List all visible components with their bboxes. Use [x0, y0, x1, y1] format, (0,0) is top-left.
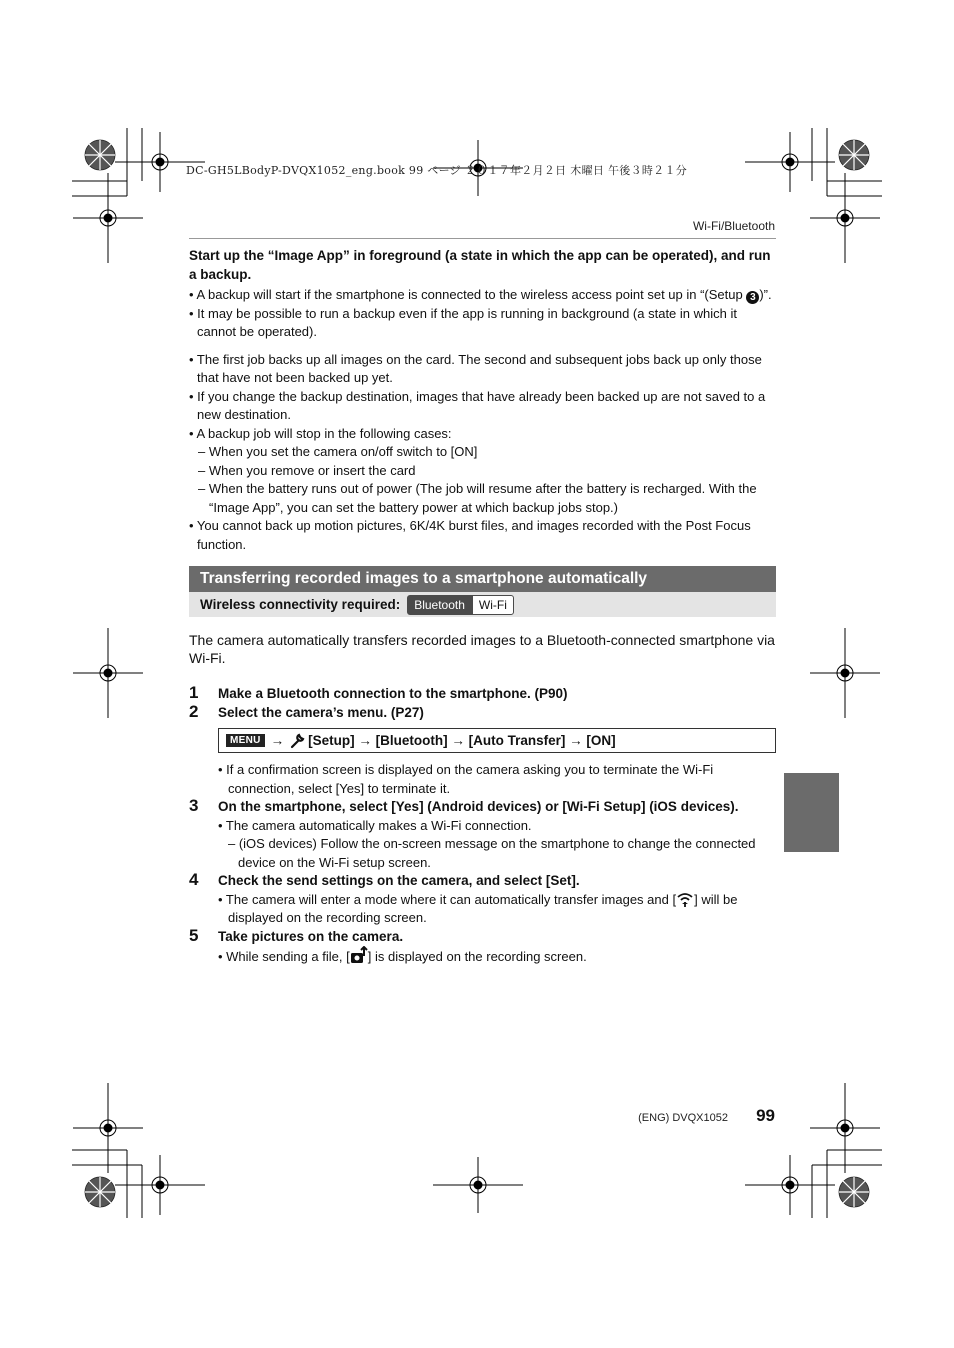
- section-intro: The camera automatically transfers recorded images to a Bluetooth-connected smartphone via Wi-Fi.: [189, 632, 775, 666]
- step-text: Select the camera’s menu. (P27): [218, 704, 424, 720]
- section-title: Transferring recorded images to a smartphone automatically: [189, 566, 776, 592]
- print-header: DC-GH5LBodyP-DVQX1052_eng.book 99 ページ ２０１７年２月２日 木曜日 午後３時２１分: [186, 164, 688, 177]
- note-3-case-1: – When you set the camera on/off switch to [ON]: [198, 444, 478, 459]
- step-3: [189, 798, 776, 817]
- wireless-requirements: [189, 592, 776, 617]
- step-number: 4: [189, 870, 199, 889]
- menu-path-text: [Setup] → [Bluetooth] → [Auto Transfer] → [ON]: [308, 733, 616, 748]
- step-text: On the smartphone, select [Yes] (Android devices) or [Wi-Fi Setup] (iOS devices).: [218, 799, 739, 814]
- page-content: [189, 246, 776, 967]
- note-1: • The first job backs up all images on the card. The second and subsequent jobs back up only those that have not been backed up yet.: [189, 351, 762, 385]
- section-label: Wi-Fi/Bluetooth: [692, 219, 775, 233]
- step-number: 3: [189, 796, 199, 815]
- note-4: • You cannot back up motion pictures, 6K/4K burst files, and images recorded with the Post Focus function.: [189, 518, 751, 552]
- step-5-note: • While sending a file, [ ] is displayed on the recording screen.: [189, 946, 776, 967]
- footer-code: (ENG) DVQX1052: [638, 1112, 728, 1124]
- step-number: 2: [189, 701, 199, 721]
- backup-bullet-2: • It may be possible to run a backup even if the app is running in background (a state in which it cannot be operated).: [189, 305, 737, 339]
- step-2: [189, 701, 776, 723]
- note-3-case-3: – When the battery runs out of power (The job will resume after the battery is recharged. With the “Image App”, you can set the battery power at which backup jobs stop.): [198, 481, 757, 515]
- step-text: Make a Bluetooth connection to the smartphone. (P90): [218, 686, 568, 701]
- step-3-note: • The camera automatically makes a Wi-Fi connection.: [218, 817, 532, 833]
- step-4-note: • The camera will enter a mode where it can automatically transfer images and [ ] will be displayed on the recording screen.: [218, 891, 738, 925]
- step-number-badge: 3: [746, 291, 759, 304]
- chapter-tab: [784, 773, 839, 852]
- step-text: Take pictures on the camera.: [218, 928, 404, 944]
- menu-badge: MENU: [226, 734, 265, 747]
- backup-heading: Start up the “Image App” in foreground (a state in which the app can be operated), and run a backup.: [189, 248, 771, 282]
- wifi-transfer-icon: [676, 891, 694, 907]
- sending-file-icon: [350, 946, 368, 964]
- page-number: 99: [756, 1106, 775, 1125]
- menu-arrow: →: [270, 733, 285, 748]
- step-2-note: • If a confirmation screen is displayed on the camera asking you to terminate the Wi-Fi connection, select [Yes] to terminate it.: [218, 762, 714, 796]
- step-4: [189, 872, 776, 891]
- step-number: 1: [189, 683, 199, 702]
- step-3-ios-note: – (iOS devices) Follow the on-screen message on the smartphone to change the connected device on the Wi-Fi setup screen.: [228, 836, 756, 870]
- wireless-label: Wireless connectivity required:: [200, 597, 401, 612]
- backup-bullet-1: • A backup will start if the smartphone is connected to the wireless access point set up in “(Setup 3 )”.: [189, 287, 772, 303]
- menu-path-box: [218, 728, 776, 753]
- header-rule: [189, 238, 776, 239]
- wifi-tag: Wi-Fi: [472, 595, 514, 615]
- note-3: • A backup job will stop in the following cases:: [189, 425, 452, 441]
- bluetooth-tag: Bluetooth: [407, 595, 472, 615]
- step-text: Check the send settings on the camera, and select [Set].: [218, 873, 580, 888]
- step-number: 5: [189, 925, 199, 945]
- wrench-icon: [289, 733, 305, 749]
- step-1: [189, 685, 776, 704]
- note-2: • If you change the backup destination, images that have already been backed up are not saved to a new destination.: [189, 388, 766, 422]
- note-3-case-2: – When you remove or insert the card: [198, 462, 416, 478]
- step-5: [189, 925, 776, 947]
